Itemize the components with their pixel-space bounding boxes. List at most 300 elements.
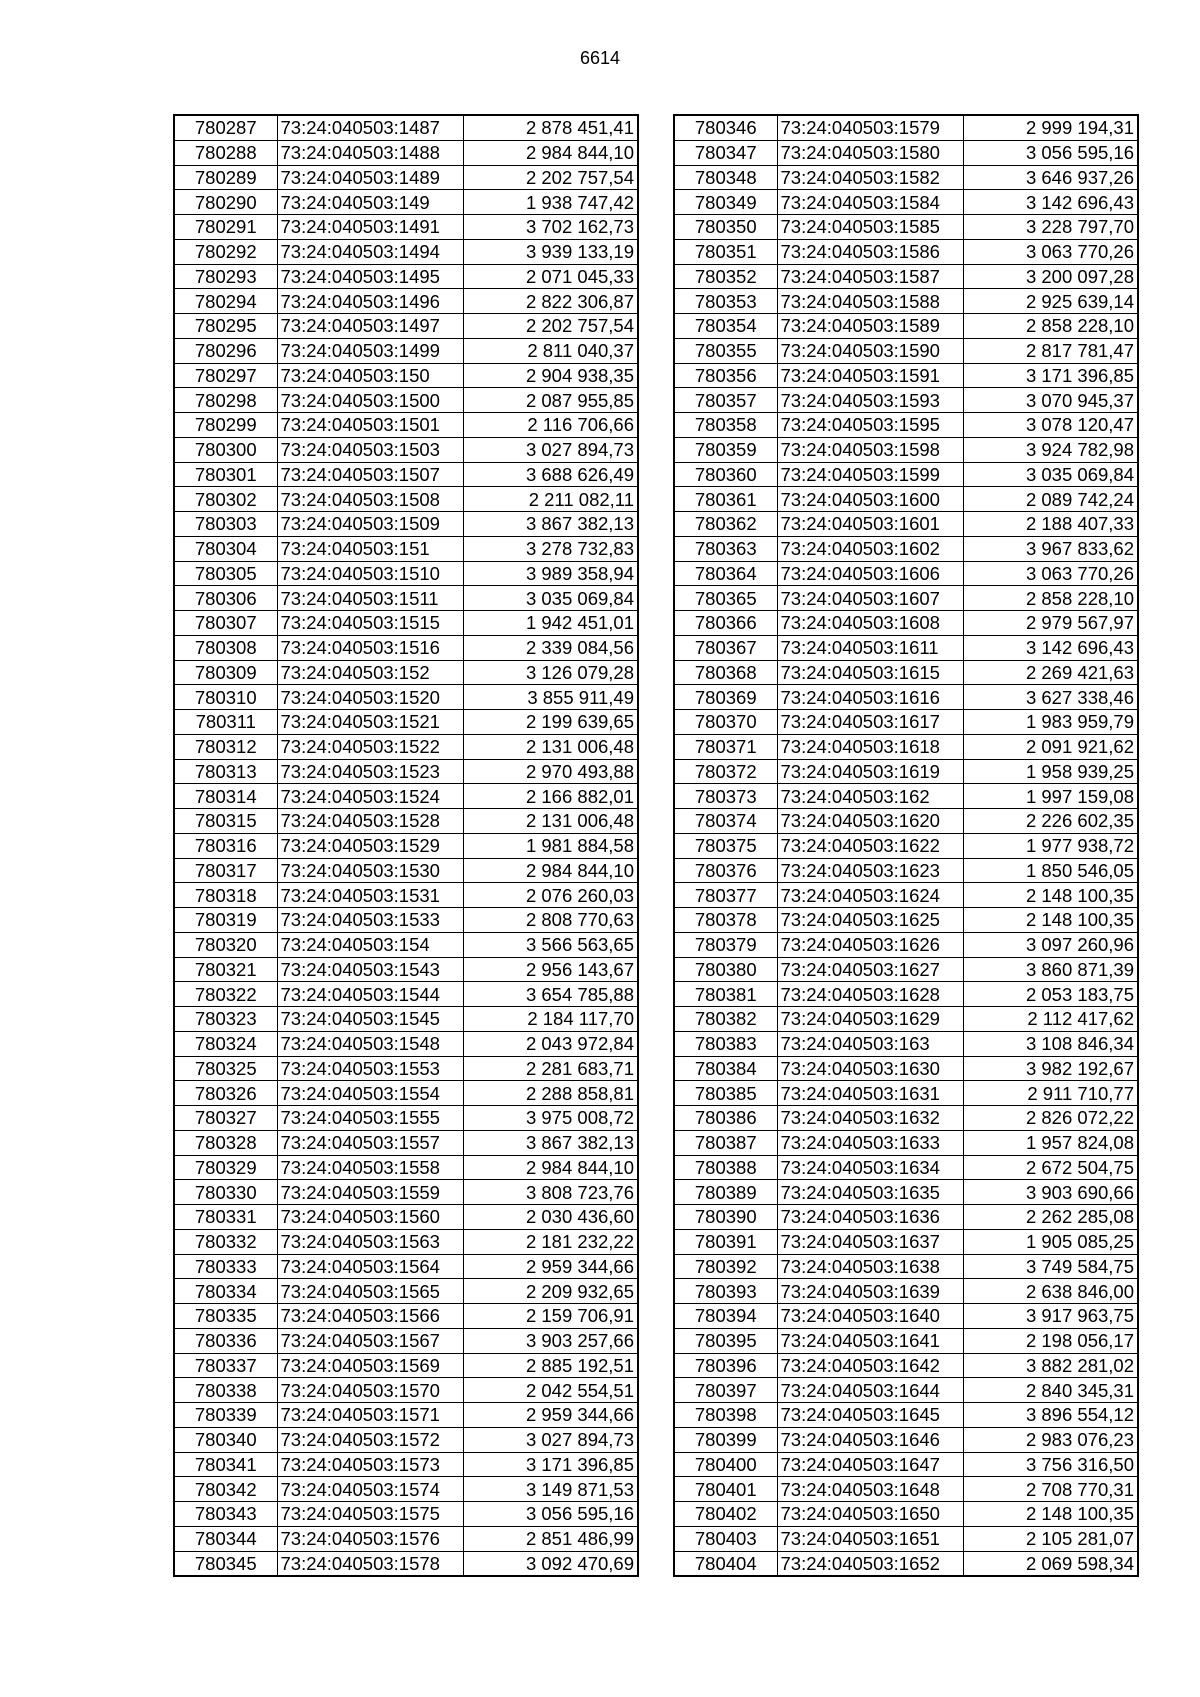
cadastral-value-cell: 2 198 056,17 — [963, 1328, 1138, 1353]
cadastral-number-cell: 73:24:040503:1571 — [277, 1403, 463, 1428]
table-row — [174, 462, 638, 487]
table-row — [674, 239, 1138, 264]
cadastral-value-cell: 3 126 079,28 — [463, 660, 638, 685]
table-row — [674, 1007, 1138, 1032]
table-row — [674, 858, 1138, 883]
parcel-number-cell: 780397 — [674, 1378, 777, 1403]
cadastral-number-cell: 73:24:040503:1575 — [277, 1502, 463, 1527]
table-row — [674, 908, 1138, 933]
cadastral-value-cell: 3 228 797,70 — [963, 215, 1138, 240]
parcel-number-cell: 780332 — [174, 1229, 277, 1254]
cadastral-number-cell: 73:24:040503:1588 — [777, 289, 963, 314]
parcel-number-cell: 780296 — [174, 338, 277, 363]
table-row — [174, 1378, 638, 1403]
cadastral-value-cell: 2 984 844,10 — [463, 858, 638, 883]
cadastral-number-cell: 73:24:040503:1599 — [777, 462, 963, 487]
table-row — [674, 611, 1138, 636]
table-row — [674, 1056, 1138, 1081]
parcel-number-cell: 780373 — [674, 784, 777, 809]
cadastral-number-cell: 73:24:040503:1648 — [777, 1477, 963, 1502]
table-row — [174, 1427, 638, 1452]
cadastral-value-cell: 1 977 938,72 — [963, 833, 1138, 858]
parcel-number-cell: 780400 — [674, 1452, 777, 1477]
register-table-left — [173, 114, 639, 1577]
cadastral-value-cell: 2 116 706,66 — [463, 413, 638, 438]
cadastral-number-cell: 73:24:040503:1501 — [277, 413, 463, 438]
cadastral-number-cell: 73:24:040503:1516 — [277, 635, 463, 660]
cadastral-value-cell: 2 269 421,63 — [963, 660, 1138, 685]
cadastral-number-cell: 73:24:040503:1573 — [277, 1452, 463, 1477]
cadastral-number-cell: 73:24:040503:1564 — [277, 1254, 463, 1279]
cadastral-number-cell: 73:24:040503:1600 — [777, 487, 963, 512]
parcel-number-cell: 780298 — [174, 388, 277, 413]
cadastral-value-cell: 3 808 723,76 — [463, 1180, 638, 1205]
table-row — [674, 1526, 1138, 1551]
cadastral-number-cell: 73:24:040503:1559 — [277, 1180, 463, 1205]
cadastral-number-cell: 73:24:040503:1511 — [277, 586, 463, 611]
parcel-number-cell: 780310 — [174, 685, 277, 710]
table-row — [674, 586, 1138, 611]
cadastral-number-cell: 73:24:040503:1620 — [777, 809, 963, 834]
table-row — [674, 833, 1138, 858]
cadastral-value-cell: 3 756 316,50 — [963, 1452, 1138, 1477]
cadastral-number-cell: 73:24:040503:1607 — [777, 586, 963, 611]
table-row — [174, 784, 638, 809]
cadastral-value-cell: 3 035 069,84 — [463, 586, 638, 611]
cadastral-number-cell: 73:24:040503:1608 — [777, 611, 963, 636]
parcel-number-cell: 780384 — [674, 1056, 777, 1081]
table-row — [674, 1427, 1138, 1452]
cadastral-value-cell: 2 226 602,35 — [963, 809, 1138, 834]
cadastral-number-cell: 73:24:040503:150 — [277, 363, 463, 388]
parcel-number-cell: 780393 — [674, 1279, 777, 1304]
table-row — [674, 1452, 1138, 1477]
table-row — [174, 561, 638, 586]
parcel-number-cell: 780366 — [674, 611, 777, 636]
table-row — [674, 635, 1138, 660]
cadastral-value-cell: 2 708 770,31 — [963, 1477, 1138, 1502]
parcel-number-cell: 780340 — [174, 1427, 277, 1452]
table-row — [674, 784, 1138, 809]
cadastral-value-cell: 3 108 846,34 — [963, 1031, 1138, 1056]
table-row — [674, 660, 1138, 685]
table-row — [674, 1081, 1138, 1106]
cadastral-value-cell: 2 053 183,75 — [963, 982, 1138, 1007]
parcel-number-cell: 780380 — [674, 957, 777, 982]
parcel-number-cell: 780338 — [174, 1378, 277, 1403]
cadastral-number-cell: 73:24:040503:1593 — [777, 388, 963, 413]
table-row — [174, 1502, 638, 1527]
cadastral-number-cell: 73:24:040503:1586 — [777, 239, 963, 264]
table-row — [674, 437, 1138, 462]
cadastral-number-cell: 73:24:040503:1619 — [777, 759, 963, 784]
cadastral-value-cell: 2 956 143,67 — [463, 957, 638, 982]
cadastral-number-cell: 73:24:040503:1626 — [777, 932, 963, 957]
cadastral-value-cell: 1 981 884,58 — [463, 833, 638, 858]
cadastral-value-cell: 2 638 846,00 — [963, 1279, 1138, 1304]
cadastral-value-cell: 3 882 281,02 — [963, 1353, 1138, 1378]
table-row — [674, 165, 1138, 190]
parcel-number-cell: 780367 — [674, 635, 777, 660]
cadastral-value-cell: 2 184 117,70 — [463, 1007, 638, 1032]
table-row — [674, 883, 1138, 908]
parcel-number-cell: 780349 — [674, 190, 777, 215]
parcel-number-cell: 780357 — [674, 388, 777, 413]
cadastral-value-cell: 2 148 100,35 — [963, 908, 1138, 933]
cadastral-number-cell: 73:24:040503:1567 — [277, 1328, 463, 1353]
table-row — [674, 289, 1138, 314]
parcel-number-cell: 780395 — [674, 1328, 777, 1353]
cadastral-number-cell: 73:24:040503:1629 — [777, 1007, 963, 1032]
parcel-number-cell: 780355 — [674, 338, 777, 363]
parcel-number-cell: 780337 — [174, 1353, 277, 1378]
cadastral-number-cell: 73:24:040503:1635 — [777, 1180, 963, 1205]
cadastral-value-cell: 2 105 281,07 — [963, 1526, 1138, 1551]
cadastral-number-cell: 73:24:040503:1553 — [277, 1056, 463, 1081]
parcel-number-cell: 780365 — [674, 586, 777, 611]
cadastral-value-cell: 2 984 844,10 — [463, 140, 638, 165]
table-row — [174, 932, 638, 957]
parcel-number-cell: 780330 — [174, 1180, 277, 1205]
cadastral-value-cell: 2 188 407,33 — [963, 512, 1138, 537]
cadastral-value-cell: 2 131 006,48 — [463, 734, 638, 759]
table-row — [674, 1155, 1138, 1180]
cadastral-number-cell: 73:24:040503:1528 — [277, 809, 463, 834]
cadastral-number-cell: 73:24:040503:1489 — [277, 165, 463, 190]
table-row — [174, 363, 638, 388]
cadastral-value-cell: 2 983 076,23 — [963, 1427, 1138, 1452]
cadastral-number-cell: 73:24:040503:1625 — [777, 908, 963, 933]
parcel-number-cell: 780335 — [174, 1304, 277, 1329]
parcel-number-cell: 780287 — [174, 115, 277, 140]
cadastral-number-cell: 73:24:040503:1494 — [277, 239, 463, 264]
cadastral-value-cell: 3 702 162,73 — [463, 215, 638, 240]
cadastral-value-cell: 2 071 045,33 — [463, 264, 638, 289]
cadastral-value-cell: 2 211 082,11 — [463, 487, 638, 512]
parcel-number-cell: 780345 — [174, 1551, 277, 1576]
parcel-number-cell: 780313 — [174, 759, 277, 784]
table-row — [174, 660, 638, 685]
cadastral-number-cell: 73:24:040503:1582 — [777, 165, 963, 190]
table-row — [174, 289, 638, 314]
table-row — [174, 1551, 638, 1576]
parcel-number-cell: 780321 — [174, 957, 277, 982]
cadastral-number-cell: 73:24:040503:1618 — [777, 734, 963, 759]
cadastral-number-cell: 73:24:040503:1509 — [277, 512, 463, 537]
table-row — [174, 140, 638, 165]
parcel-number-cell: 780392 — [674, 1254, 777, 1279]
cadastral-number-cell: 73:24:040503:1533 — [277, 908, 463, 933]
cadastral-value-cell: 2 999 194,31 — [963, 115, 1138, 140]
table-row — [674, 1378, 1138, 1403]
parcel-number-cell: 780376 — [674, 858, 777, 883]
table-row — [674, 734, 1138, 759]
parcel-number-cell: 780391 — [674, 1229, 777, 1254]
table-row — [674, 1403, 1138, 1428]
table-row — [174, 190, 638, 215]
cadastral-number-cell: 73:24:040503:1497 — [277, 314, 463, 339]
cadastral-number-cell: 73:24:040503:1499 — [277, 338, 463, 363]
cadastral-number-cell: 73:24:040503:1565 — [277, 1279, 463, 1304]
parcel-number-cell: 780370 — [674, 710, 777, 735]
cadastral-value-cell: 2 878 451,41 — [463, 115, 638, 140]
cadastral-value-cell: 2 858 228,10 — [963, 586, 1138, 611]
cadastral-number-cell: 73:24:040503:1548 — [277, 1031, 463, 1056]
parcel-number-cell: 780402 — [674, 1502, 777, 1527]
cadastral-value-cell: 3 917 963,75 — [963, 1304, 1138, 1329]
cadastral-value-cell: 2 281 683,71 — [463, 1056, 638, 1081]
parcel-number-cell: 780401 — [674, 1477, 777, 1502]
cadastral-value-cell: 3 171 396,85 — [963, 363, 1138, 388]
parcel-number-cell: 780323 — [174, 1007, 277, 1032]
parcel-number-cell: 780300 — [174, 437, 277, 462]
table-row — [174, 1155, 638, 1180]
table-row — [674, 809, 1138, 834]
cadastral-number-cell: 73:24:040503:1622 — [777, 833, 963, 858]
cadastral-value-cell: 1 958 939,25 — [963, 759, 1138, 784]
cadastral-number-cell: 73:24:040503:1570 — [277, 1378, 463, 1403]
cadastral-value-cell: 2 822 306,87 — [463, 289, 638, 314]
cadastral-value-cell: 3 989 358,94 — [463, 561, 638, 586]
table-row — [174, 858, 638, 883]
table-row — [174, 1526, 638, 1551]
cadastral-number-cell: 73:24:040503:1617 — [777, 710, 963, 735]
cadastral-number-cell: 73:24:040503:1590 — [777, 338, 963, 363]
cadastral-number-cell: 73:24:040503:1627 — [777, 957, 963, 982]
parcel-number-cell: 780344 — [174, 1526, 277, 1551]
parcel-number-cell: 780385 — [674, 1081, 777, 1106]
cadastral-value-cell: 2 209 932,65 — [463, 1279, 638, 1304]
table-row — [174, 338, 638, 363]
cadastral-number-cell: 73:24:040503:1589 — [777, 314, 963, 339]
parcel-number-cell: 780359 — [674, 437, 777, 462]
cadastral-value-cell: 3 896 554,12 — [963, 1403, 1138, 1428]
cadastral-value-cell: 3 200 097,28 — [963, 264, 1138, 289]
table-row — [174, 1180, 638, 1205]
cadastral-value-cell: 2 851 486,99 — [463, 1526, 638, 1551]
cadastral-number-cell: 73:24:040503:1650 — [777, 1502, 963, 1527]
table-row — [674, 338, 1138, 363]
parcel-number-cell: 780354 — [674, 314, 777, 339]
parcel-number-cell: 780297 — [174, 363, 277, 388]
cadastral-number-cell: 73:24:040503:1637 — [777, 1229, 963, 1254]
cadastral-value-cell: 2 925 639,14 — [963, 289, 1138, 314]
parcel-number-cell: 780368 — [674, 660, 777, 685]
table-row — [674, 140, 1138, 165]
cadastral-number-cell: 73:24:040503:1574 — [277, 1477, 463, 1502]
table-row — [674, 314, 1138, 339]
cadastral-value-cell: 3 903 690,66 — [963, 1180, 1138, 1205]
cadastral-value-cell: 2 672 504,75 — [963, 1155, 1138, 1180]
cadastral-number-cell: 73:24:040503:1606 — [777, 561, 963, 586]
cadastral-number-cell: 73:24:040503:1572 — [277, 1427, 463, 1452]
cadastral-value-cell: 2 811 040,37 — [463, 338, 638, 363]
parcel-number-cell: 780309 — [174, 660, 277, 685]
cadastral-value-cell: 3 749 584,75 — [963, 1254, 1138, 1279]
parcel-number-cell: 780329 — [174, 1155, 277, 1180]
cadastral-value-cell: 2 904 938,35 — [463, 363, 638, 388]
page-number: 6614 — [579, 48, 621, 68]
parcel-number-cell: 780348 — [674, 165, 777, 190]
parcel-number-cell: 780326 — [174, 1081, 277, 1106]
parcel-number-cell: 780299 — [174, 413, 277, 438]
parcel-number-cell: 780315 — [174, 809, 277, 834]
cadastral-number-cell: 73:24:040503:1630 — [777, 1056, 963, 1081]
register-table-right — [673, 114, 1139, 1577]
parcel-number-cell: 780364 — [674, 561, 777, 586]
cadastral-value-cell: 1 942 451,01 — [463, 611, 638, 636]
table-row — [174, 957, 638, 982]
cadastral-value-cell: 3 063 770,26 — [963, 561, 1138, 586]
table-row — [674, 932, 1138, 957]
table-row — [674, 710, 1138, 735]
table-row — [174, 908, 638, 933]
cadastral-value-cell: 3 860 871,39 — [963, 957, 1138, 982]
table-row — [174, 239, 638, 264]
cadastral-number-cell: 73:24:040503:149 — [277, 190, 463, 215]
cadastral-value-cell: 2 089 742,24 — [963, 487, 1138, 512]
cadastral-value-cell: 3 967 833,62 — [963, 536, 1138, 561]
cadastral-number-cell: 73:24:040503:1523 — [277, 759, 463, 784]
cadastral-value-cell: 2 202 757,54 — [463, 314, 638, 339]
cadastral-number-cell: 73:24:040503:1500 — [277, 388, 463, 413]
table-row — [674, 1130, 1138, 1155]
cadastral-number-cell: 73:24:040503:154 — [277, 932, 463, 957]
cadastral-value-cell: 2 112 417,62 — [963, 1007, 1138, 1032]
cadastral-value-cell: 3 149 871,53 — [463, 1477, 638, 1502]
cadastral-value-cell: 3 027 894,73 — [463, 437, 638, 462]
parcel-number-cell: 780336 — [174, 1328, 277, 1353]
table-row — [674, 363, 1138, 388]
parcel-number-cell: 780382 — [674, 1007, 777, 1032]
cadastral-value-cell: 2 087 955,85 — [463, 388, 638, 413]
parcel-number-cell: 780360 — [674, 462, 777, 487]
cadastral-number-cell: 73:24:040503:1566 — [277, 1304, 463, 1329]
parcel-number-cell: 780374 — [674, 809, 777, 834]
parcel-number-cell: 780327 — [174, 1106, 277, 1131]
parcel-number-cell: 780322 — [174, 982, 277, 1007]
cadastral-number-cell: 73:24:040503:1558 — [277, 1155, 463, 1180]
cadastral-value-cell: 2 159 706,91 — [463, 1304, 638, 1329]
table-row — [674, 957, 1138, 982]
cadastral-value-cell: 1 905 085,25 — [963, 1229, 1138, 1254]
table-row — [174, 1130, 638, 1155]
parcel-number-cell: 780291 — [174, 215, 277, 240]
table-row — [174, 215, 638, 240]
table-row — [174, 759, 638, 784]
cadastral-value-cell: 3 982 192,67 — [963, 1056, 1138, 1081]
table-row — [174, 1254, 638, 1279]
cadastral-number-cell: 73:24:040503:1628 — [777, 982, 963, 1007]
cadastral-value-cell: 2 262 285,08 — [963, 1205, 1138, 1230]
cadastral-value-cell: 3 654 785,88 — [463, 982, 638, 1007]
cadastral-number-cell: 73:24:040503:1601 — [777, 512, 963, 537]
table-row — [674, 1304, 1138, 1329]
parcel-number-cell: 780339 — [174, 1403, 277, 1428]
cadastral-value-cell: 1 983 959,79 — [963, 710, 1138, 735]
cadastral-number-cell: 73:24:040503:1602 — [777, 536, 963, 561]
cadastral-number-cell: 73:24:040503:1521 — [277, 710, 463, 735]
table-row — [674, 264, 1138, 289]
parcel-number-cell: 780343 — [174, 1502, 277, 1527]
cadastral-number-cell: 73:24:040503:1623 — [777, 858, 963, 883]
parcel-number-cell: 780290 — [174, 190, 277, 215]
table-row — [174, 115, 638, 140]
parcel-number-cell: 780311 — [174, 710, 277, 735]
parcel-number-cell: 780293 — [174, 264, 277, 289]
parcel-number-cell: 780375 — [674, 833, 777, 858]
cadastral-value-cell: 1 938 747,42 — [463, 190, 638, 215]
parcel-number-cell: 780356 — [674, 363, 777, 388]
cadastral-number-cell: 73:24:040503:1624 — [777, 883, 963, 908]
table-row — [174, 1328, 638, 1353]
cadastral-value-cell: 2 959 344,66 — [463, 1254, 638, 1279]
parcel-number-cell: 780288 — [174, 140, 277, 165]
table-row — [174, 536, 638, 561]
cadastral-number-cell: 73:24:040503:1510 — [277, 561, 463, 586]
parcel-number-cell: 780386 — [674, 1106, 777, 1131]
parcel-number-cell: 780317 — [174, 858, 277, 883]
cadastral-value-cell: 3 056 595,16 — [963, 140, 1138, 165]
parcel-number-cell: 780390 — [674, 1205, 777, 1230]
parcel-number-cell: 780320 — [174, 932, 277, 957]
cadastral-number-cell: 73:24:040503:1639 — [777, 1279, 963, 1304]
cadastral-number-cell: 73:24:040503:1641 — [777, 1328, 963, 1353]
cadastral-value-cell: 2 339 084,56 — [463, 635, 638, 660]
parcel-number-cell: 780377 — [674, 883, 777, 908]
parcel-number-cell: 780396 — [674, 1353, 777, 1378]
cadastral-value-cell: 2 091 921,62 — [963, 734, 1138, 759]
cadastral-value-cell: 2 984 844,10 — [463, 1155, 638, 1180]
cadastral-value-cell: 3 566 563,65 — [463, 932, 638, 957]
cadastral-number-cell: 73:24:040503:1487 — [277, 115, 463, 140]
parcel-number-cell: 780383 — [674, 1031, 777, 1056]
parcel-number-cell: 780353 — [674, 289, 777, 314]
cadastral-number-cell: 73:24:040503:1508 — [277, 487, 463, 512]
table-row — [174, 1452, 638, 1477]
table-row — [174, 1477, 638, 1502]
cadastral-value-cell: 3 939 133,19 — [463, 239, 638, 264]
table-row — [674, 388, 1138, 413]
cadastral-value-cell: 3 056 595,16 — [463, 1502, 638, 1527]
parcel-number-cell: 780292 — [174, 239, 277, 264]
cadastral-number-cell: 73:24:040503:1530 — [277, 858, 463, 883]
cadastral-value-cell: 2 069 598,34 — [963, 1551, 1138, 1576]
cadastral-number-cell: 73:24:040503:1595 — [777, 413, 963, 438]
table-row — [174, 1056, 638, 1081]
table-row — [174, 512, 638, 537]
cadastral-number-cell: 73:24:040503:1524 — [277, 784, 463, 809]
parcel-number-cell: 780303 — [174, 512, 277, 537]
parcel-number-cell: 780378 — [674, 908, 777, 933]
parcel-number-cell: 780341 — [174, 1452, 277, 1477]
table-row — [174, 1229, 638, 1254]
cadastral-value-cell: 3 627 338,46 — [963, 685, 1138, 710]
cadastral-number-cell: 73:24:040503:1545 — [277, 1007, 463, 1032]
table-row — [674, 215, 1138, 240]
table-row — [674, 1180, 1138, 1205]
cadastral-value-cell: 2 858 228,10 — [963, 314, 1138, 339]
parcel-number-cell: 780361 — [674, 487, 777, 512]
cadastral-number-cell: 73:24:040503:1495 — [277, 264, 463, 289]
cadastral-number-cell: 73:24:040503:163 — [777, 1031, 963, 1056]
table-row — [674, 1205, 1138, 1230]
cadastral-value-cell: 3 855 911,49 — [463, 685, 638, 710]
table-row — [674, 561, 1138, 586]
cadastral-number-cell: 73:24:040503:1544 — [277, 982, 463, 1007]
table-row — [674, 1328, 1138, 1353]
cadastral-value-cell: 3 097 260,96 — [963, 932, 1138, 957]
